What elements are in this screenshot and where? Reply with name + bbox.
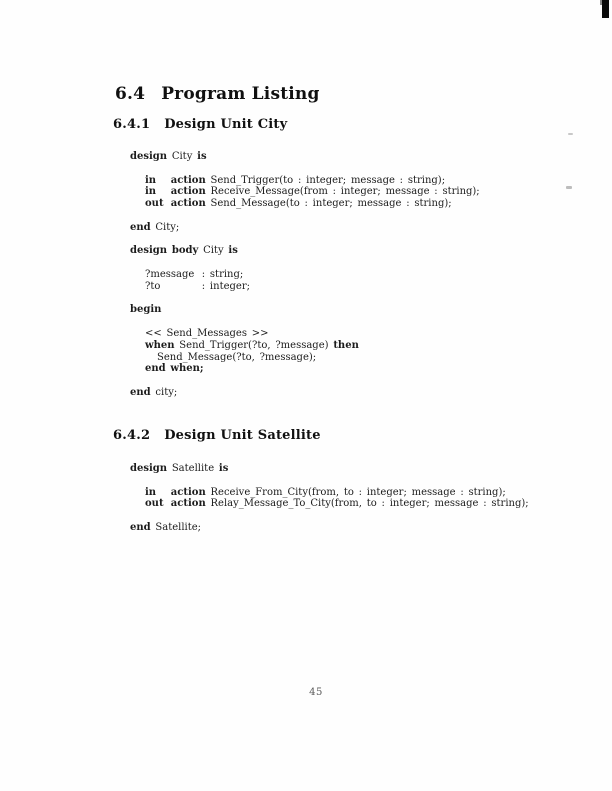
code-text: Relay_Message_To_City(from, to : integer; message : string); [210, 498, 529, 510]
code-text: Send_Message(to : integer; message : string); [210, 198, 452, 210]
code-text: Receive_Message(from : integer; message : string); [210, 186, 480, 198]
code-line [130, 352, 480, 364]
code-keyword: out [145, 498, 164, 510]
code-text: : integer; [201, 280, 250, 292]
code-text: ?message [145, 268, 195, 280]
code-keyword: design [130, 245, 168, 257]
code-keyword: action [170, 186, 206, 198]
code-keyword: when; [170, 363, 204, 375]
code-keyword: is [218, 463, 229, 474]
code-blank-line [130, 293, 480, 305]
code-keyword: design [130, 151, 168, 162]
code-blank-line [130, 257, 480, 269]
code-text: Send_Trigger(to : integer; message : string); [210, 174, 446, 186]
section-number: 6.4 [115, 84, 146, 104]
code-keyword: in [145, 186, 157, 198]
code-keyword: in [145, 174, 157, 186]
code-text: Receive_From_City(from, to : integer; message : string); [210, 486, 506, 498]
code-line [130, 151, 480, 163]
code-line [130, 304, 480, 316]
code-text: city; [155, 386, 178, 398]
code-line [130, 363, 480, 375]
code-line [130, 522, 529, 534]
code-blank-line [130, 510, 529, 522]
subsection-title: Design Unit Satellite [164, 428, 321, 443]
scan-artifact-speck [568, 133, 573, 135]
code-blank-line [130, 163, 480, 175]
code-keyword: action [170, 174, 206, 186]
code-keyword: action [170, 498, 206, 510]
code-text: << Send_Messages >> [145, 327, 269, 339]
code-keyword: end [130, 386, 151, 398]
code-line [130, 198, 480, 210]
code-text: City [203, 245, 224, 257]
code-keyword: end [130, 521, 151, 533]
code-keyword: action [170, 198, 206, 210]
code-blank-line [130, 375, 480, 387]
code-listing-satellite [130, 463, 529, 534]
code-blank-line [130, 234, 480, 246]
code-blank-line [130, 210, 480, 222]
scan-artifact-speck [566, 186, 572, 189]
code-text: Satellite [171, 463, 215, 474]
subsection-heading-city [113, 117, 287, 132]
code-line [130, 387, 480, 399]
code-keyword: in [145, 486, 157, 498]
code-text: ?to [145, 280, 161, 292]
code-line [130, 222, 480, 234]
code-keyword: is [197, 151, 207, 162]
code-line [130, 328, 480, 340]
code-line [130, 281, 480, 293]
section-heading [115, 84, 320, 104]
section-title: Program Listing [161, 84, 320, 104]
code-keyword: out [145, 198, 164, 210]
code-keyword: begin [130, 304, 162, 316]
code-keyword: design [130, 463, 168, 474]
code-text: : string; [201, 268, 244, 280]
code-line [130, 463, 529, 475]
code-keyword: end [130, 221, 151, 233]
code-text: City; [155, 221, 180, 233]
code-keyword: is [228, 245, 238, 257]
code-line [130, 340, 480, 352]
code-keyword: when [145, 339, 175, 351]
subsection-number: 6.4.2 [113, 428, 151, 443]
code-text: Send_Message(?to, ?message); [157, 351, 317, 363]
code-blank-line [130, 475, 529, 487]
scan-artifact-binding-mark [602, 0, 609, 18]
code-keyword: end [145, 363, 166, 375]
subsection-title: Design Unit City [164, 117, 288, 132]
code-text: City [171, 151, 193, 162]
code-keyword: action [170, 486, 206, 498]
code-line [130, 245, 480, 257]
subsection-heading-satellite [113, 428, 321, 443]
code-line [130, 269, 480, 281]
code-line [130, 186, 480, 198]
code-line [130, 487, 529, 499]
code-blank-line [130, 316, 480, 328]
code-keyword: body [171, 245, 199, 257]
code-listing-city [130, 151, 480, 399]
subsection-number: 6.4.1 [113, 117, 151, 132]
code-line [130, 498, 529, 510]
code-text: Satellite; [155, 521, 202, 533]
code-text: Send_Trigger(?to, ?message) [179, 339, 329, 351]
code-keyword: then [333, 339, 359, 351]
page-number: 45 [309, 687, 323, 698]
code-line [130, 175, 480, 187]
